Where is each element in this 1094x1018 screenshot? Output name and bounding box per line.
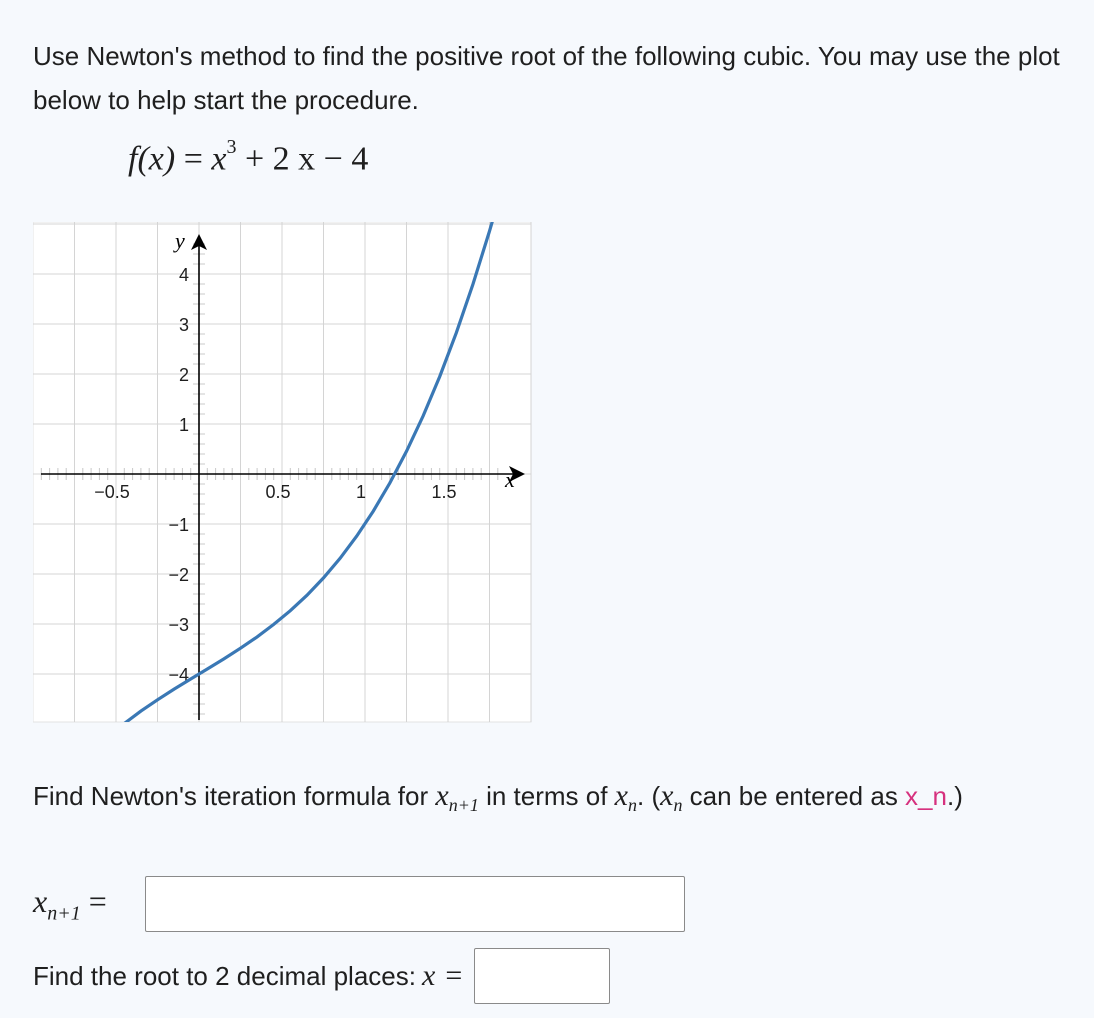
iteration-answer-row bbox=[33, 876, 685, 932]
var-x-next-sub: n+1 bbox=[448, 795, 479, 816]
y-tick-label: 3 bbox=[178, 315, 189, 335]
entry-hint: x_n bbox=[905, 781, 947, 811]
formula-equals: = bbox=[183, 140, 212, 178]
part1-text-can: can be entered as bbox=[682, 781, 906, 811]
var-x-next: x bbox=[435, 779, 449, 812]
root-input[interactable] bbox=[474, 948, 610, 1004]
function-formula bbox=[128, 136, 369, 178]
var-xn-2: x bbox=[660, 779, 674, 812]
y-tick-label: 4 bbox=[178, 265, 189, 285]
var-xn-2-sub: n bbox=[673, 795, 683, 816]
part1-text-before: Find Newton's iteration formula for bbox=[33, 781, 436, 811]
question-intro: Use Newton's method to find the positive root of the following cubic. You may use the plot below to help start the procedure. bbox=[33, 41, 1060, 115]
y-tick-label: 2 bbox=[178, 365, 189, 385]
iteration-lhs bbox=[33, 883, 145, 925]
function-rest: + 2 x − 4 bbox=[244, 140, 369, 178]
root-label: Find the root to 2 decimal places: bbox=[33, 960, 416, 991]
y-tick-label: −3 bbox=[168, 615, 189, 635]
x-tick-label: 1.5 bbox=[431, 482, 457, 502]
root-var: x bbox=[421, 959, 436, 992]
function-term-x: x bbox=[211, 140, 227, 178]
root-answer-row bbox=[33, 948, 610, 1004]
var-xn: x bbox=[614, 779, 628, 812]
iteration-lhs-sub: n+1 bbox=[47, 902, 81, 925]
iteration-equals: = bbox=[88, 882, 107, 919]
function-exponent: 3 bbox=[226, 136, 237, 158]
cubic-plot bbox=[33, 222, 533, 724]
var-xn-sub: n bbox=[628, 795, 637, 816]
x-axis-label: x bbox=[505, 467, 515, 492]
part1-text-middle: in terms of bbox=[478, 781, 615, 811]
part1-text-after: . ( bbox=[637, 781, 661, 811]
x-tick-label: −0.5 bbox=[94, 482, 130, 502]
function-lhs: f(x) bbox=[128, 140, 176, 178]
y-tick-label: −2 bbox=[168, 565, 189, 585]
part1-text-end: .) bbox=[946, 781, 963, 811]
y-tick-label: −4 bbox=[168, 665, 189, 685]
iteration-lhs-x: x bbox=[33, 882, 48, 919]
y-tick-label: 1 bbox=[178, 415, 189, 435]
part1-prompt bbox=[33, 774, 1073, 827]
plot-grid bbox=[33, 222, 531, 722]
y-axis-label: y bbox=[175, 228, 185, 253]
root-equals: = bbox=[445, 959, 463, 992]
x-tick-label: 1 bbox=[355, 482, 367, 502]
y-tick-label: −1 bbox=[168, 515, 189, 535]
x-tick-label: 0.5 bbox=[265, 482, 291, 502]
iteration-formula-input[interactable] bbox=[145, 876, 685, 932]
